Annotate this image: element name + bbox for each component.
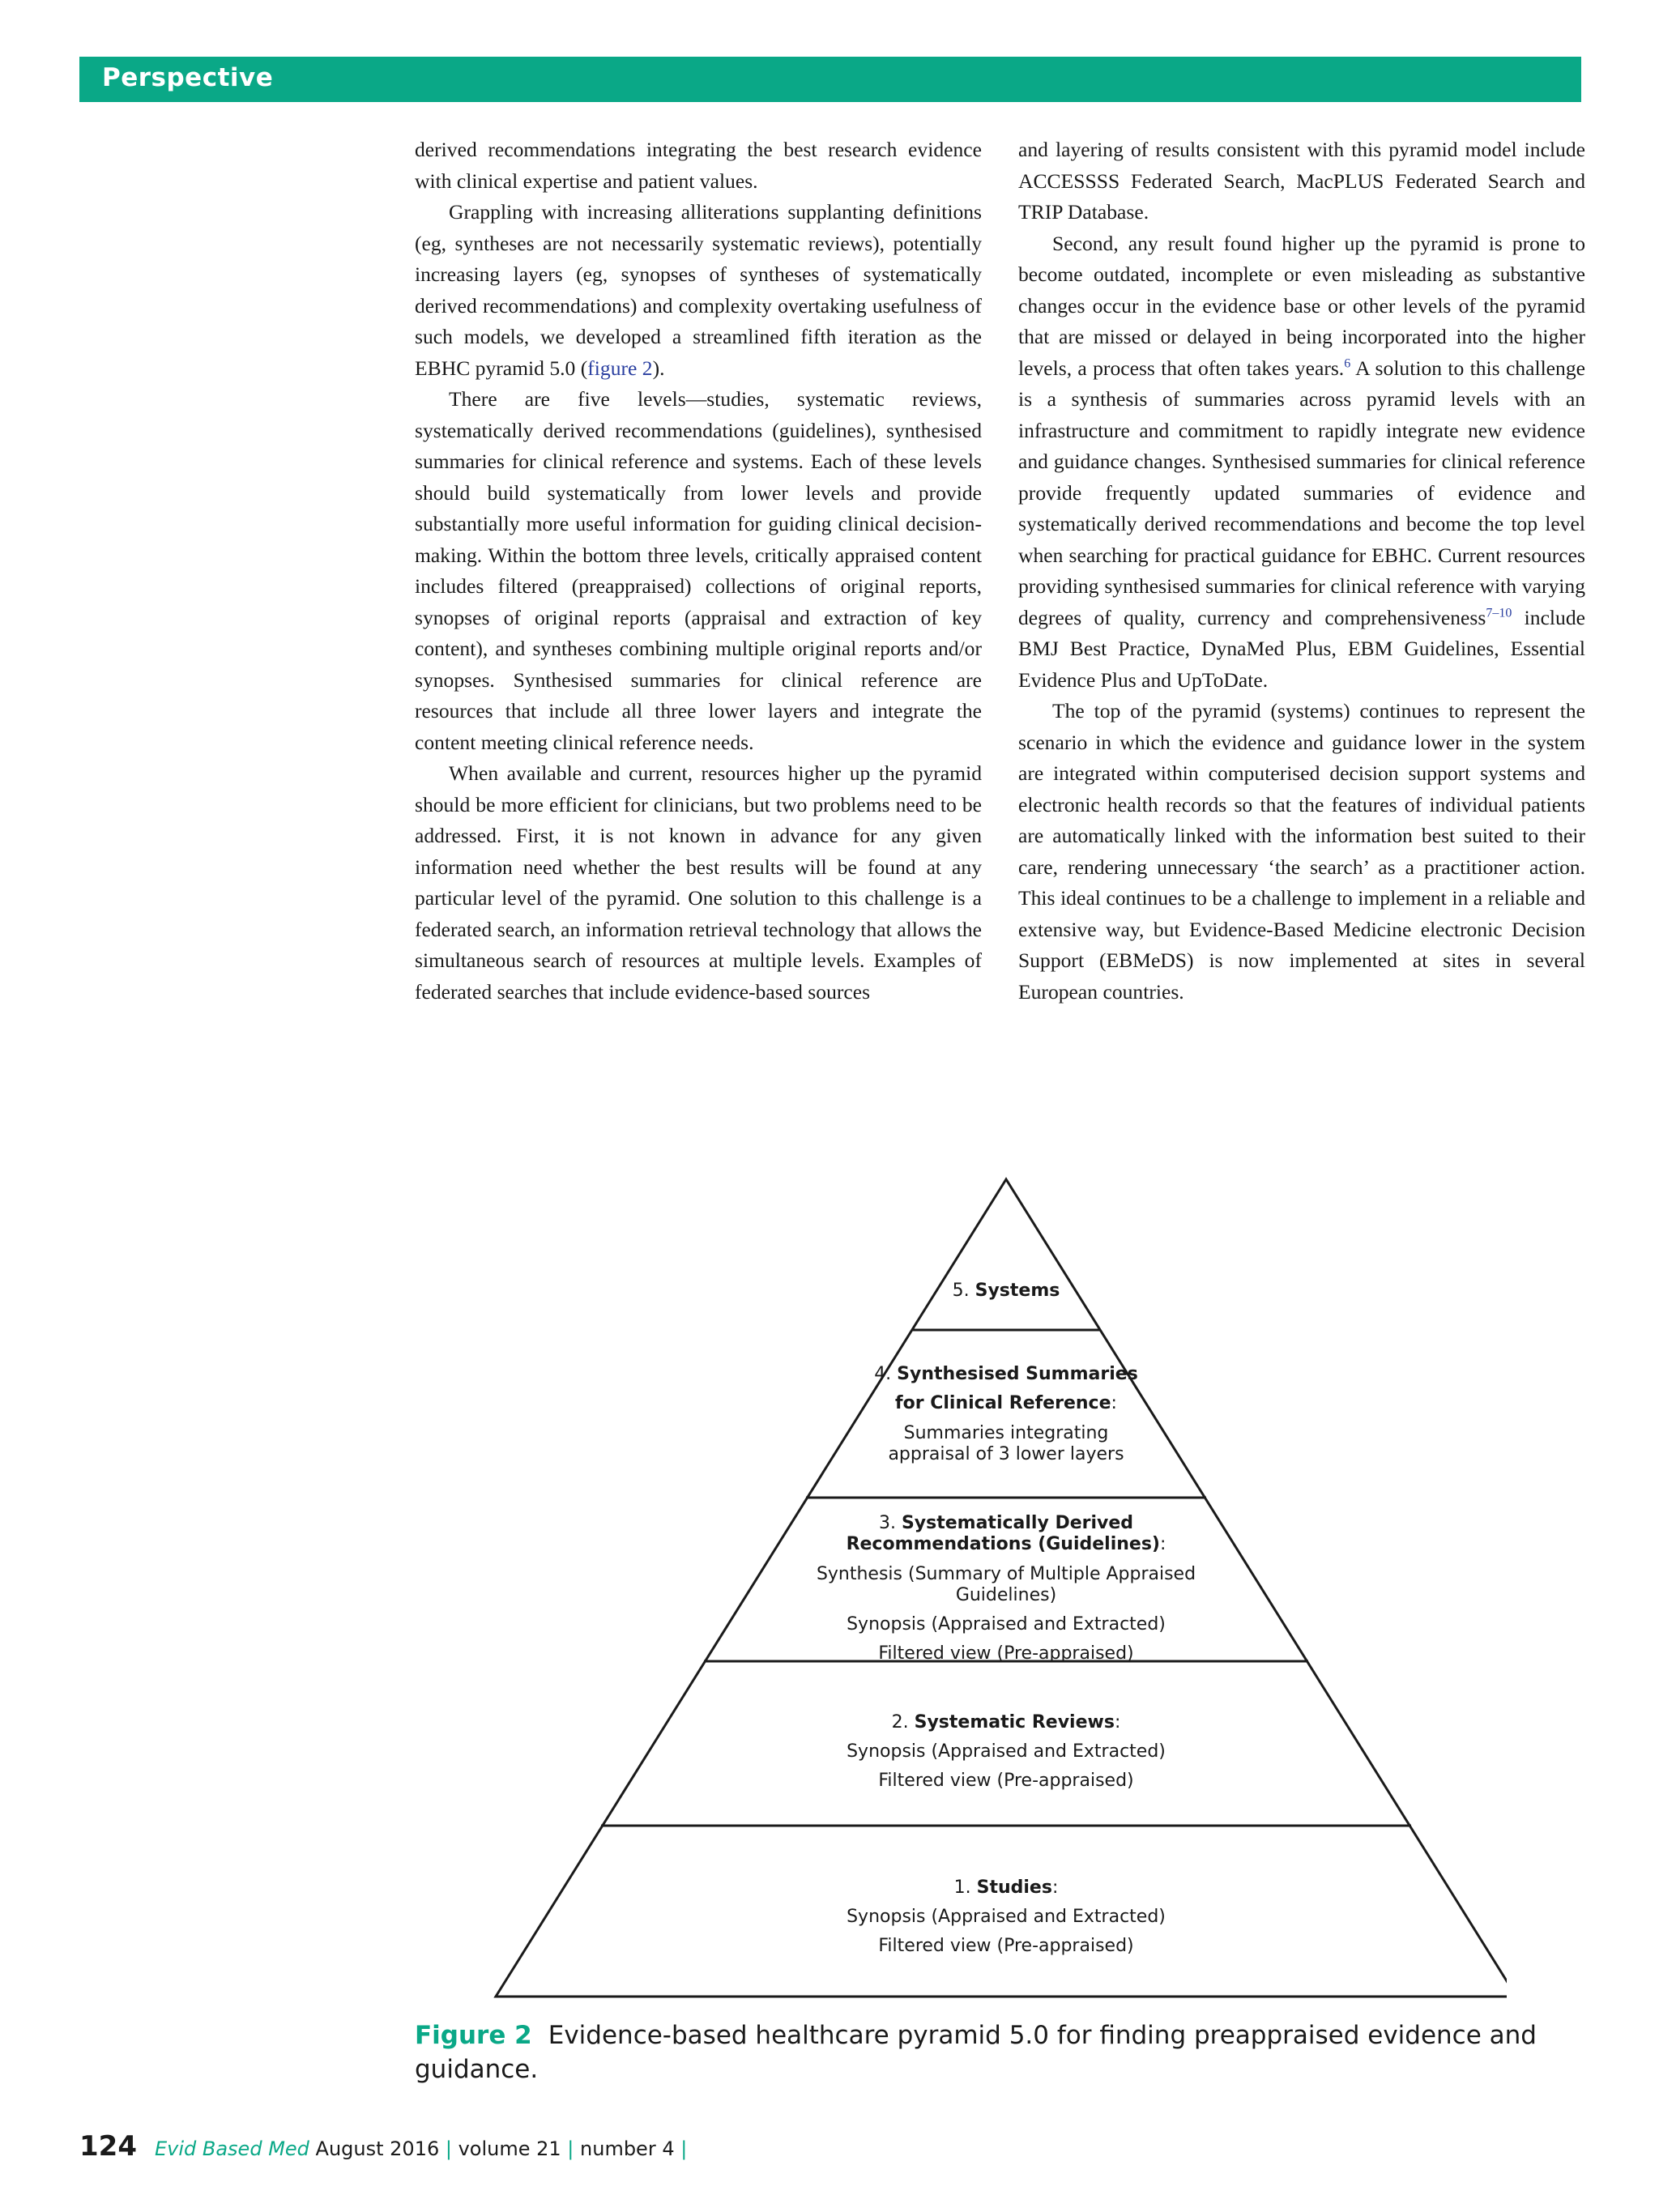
paragraph: and layering of results consistent with this pyramid model include ACCESSSS Federated Search, MacPLUS Federated Search and TRIP Database. (1018, 138, 1585, 224)
paragraph: Second, any result found higher up the pyramid is prone to become outdated, incomplete or even misleading as substantive changes occur in the evidence base or other levels of the pyramid that are missed or delayed in being incorporated into the higher levels, a process that often takes years.$^6$ A solution to this challenge is a synthesis of summaries across pyramid levels with an infrastructure and commitment to rapidly integrate new evidence and guidance changes. Synthesised summaries for clinical reference provide frequently updated summaries of evidence and systematically derived recommendations and become the top level when searching for practical guidance for EBHC. Current resources providing synthesised summaries for clinical reference with varying degrees of quality, currency and comprehensiveness$^{7-10}$ include BMJ Best Practice, DynaMed Plus, EBM Guidelines, Essential Evidence Plus and UpToDate. (1018, 231, 1585, 692)
level-1-title: 1. Studies: (953, 1877, 1059, 1898)
level-2-title: 2. Systematic Reviews: (891, 1712, 1121, 1733)
page-footer (79, 2130, 687, 2163)
paragraph: Grappling with increasing alliterations supplanting definitions (eg, syntheses are not necessarily systematic reviews), potentially increasing layers (eg, synopses of syntheses of systematically derived recommendations) and complexity overtaking usefulness of such models, we developed a streamlined fifth iteration as the EBHC pyramid 5.0 (figure 2). (415, 200, 982, 380)
section-banner (79, 57, 1581, 102)
level-5-label: 5. Systems (952, 1281, 1060, 1301)
level-1-desc: Filtered view (Pre-appraised) (878, 1936, 1134, 1956)
text-column-left (415, 134, 982, 1008)
figure-caption (415, 2018, 1549, 2086)
reference-7-10-link[interactable]: 7–10 (1486, 605, 1512, 620)
separator: | (445, 2137, 452, 2160)
paragraph: derived recommendations integrating the best research evidence with clinical expertise and patient values. (415, 138, 982, 193)
level-4-title: for Clinical Reference: (895, 1393, 1117, 1413)
issue-date: August 2016 (309, 2137, 446, 2160)
paragraph: When available and current, resources higher up the pyramid should be more efficient for clinicians, but two problems need to be addressed. First, it is not known in advance for any given information need whether the best results will be found at any particular level of the pyramid. One solution to this challenge is a federated search, an information retrieval technology that allows the simultaneous search of resources at multiple levels. Examples of federated searches that include evidence-based sources (415, 761, 982, 1004)
level-4-desc: appraisal of 3 lower layers (888, 1444, 1124, 1464)
section-label: Perspective (102, 63, 274, 92)
text-column-right (1018, 134, 1585, 1008)
reference-6-link[interactable]: 6 (1344, 356, 1351, 370)
figure-2-link[interactable]: figure 2 (587, 356, 653, 380)
level-3-desc: Guidelines) (955, 1585, 1057, 1605)
level-4-title: 4. Synthesised Summaries (874, 1364, 1138, 1384)
ebhc-pyramid-figure (486, 1166, 1507, 2001)
paragraph: The top of the pyramid (systems) continues to represent the scenario in which the evidence and guidance lower in the system are integrated within computerised decision support systems and electronic health records so that the features of individual patients are automatically linked with the information best suited to their care, rendering unnecessary ‘the search’ as a practitioner action. This ideal continues to be a challenge to implement in a reliable and extensive way, but Evidence-Based Medicine electronic Decision Support (EBMeDS) is now implemented at sites in several European countries. (1018, 699, 1585, 1004)
paragraph: There are five levels—studies, systematic reviews, systematically derived recommendations (guidelines), synthesised summaries for clinical reference and systems. Each of these levels should build systematically from lower levels and provide substantially more useful information for guiding clinical decision-making. Within the bottom three levels, critically appraised content includes filtered (preappraised) collections of original reports, synopses of original reports (appraisal and extraction of key content), and syntheses combining multiple original reports and/or synopses. Synthesised summaries for clinical reference are resources that include all three lower layers and integrate the content meeting clinical reference needs. (415, 387, 982, 754)
level-2-desc: Filtered view (Pre-appraised) (878, 1771, 1134, 1791)
page-number: 124 (79, 2130, 137, 2163)
separator: | (567, 2137, 574, 2160)
figure-label: Figure 2 (415, 2021, 532, 2050)
level-3-desc: Synthesis (Summary of Multiple Appraised (816, 1564, 1196, 1584)
separator: | (680, 2137, 688, 2160)
level-3-title: 3. Systematically Derived (878, 1513, 1134, 1533)
journal-name: Evid Based Med (154, 2137, 309, 2160)
issue-number: number 4 (574, 2137, 681, 2160)
level-1-desc: Synopsis (Appraised and Extracted) (847, 1907, 1166, 1927)
level-4-desc: Summaries integrating (903, 1423, 1109, 1443)
figure-caption-text: Evidence-based healthcare pyramid 5.0 for finding preappraised evidence and guidance. (415, 2021, 1537, 2084)
level-3-desc: Synopsis (Appraised and Extracted) (847, 1614, 1166, 1634)
volume: volume 21 (451, 2137, 568, 2160)
level-3-title: Recommendations (Guidelines): (846, 1534, 1166, 1554)
level-2-desc: Synopsis (Appraised and Extracted) (847, 1741, 1166, 1762)
level-3-desc: Filtered view (Pre-appraised) (878, 1643, 1134, 1664)
